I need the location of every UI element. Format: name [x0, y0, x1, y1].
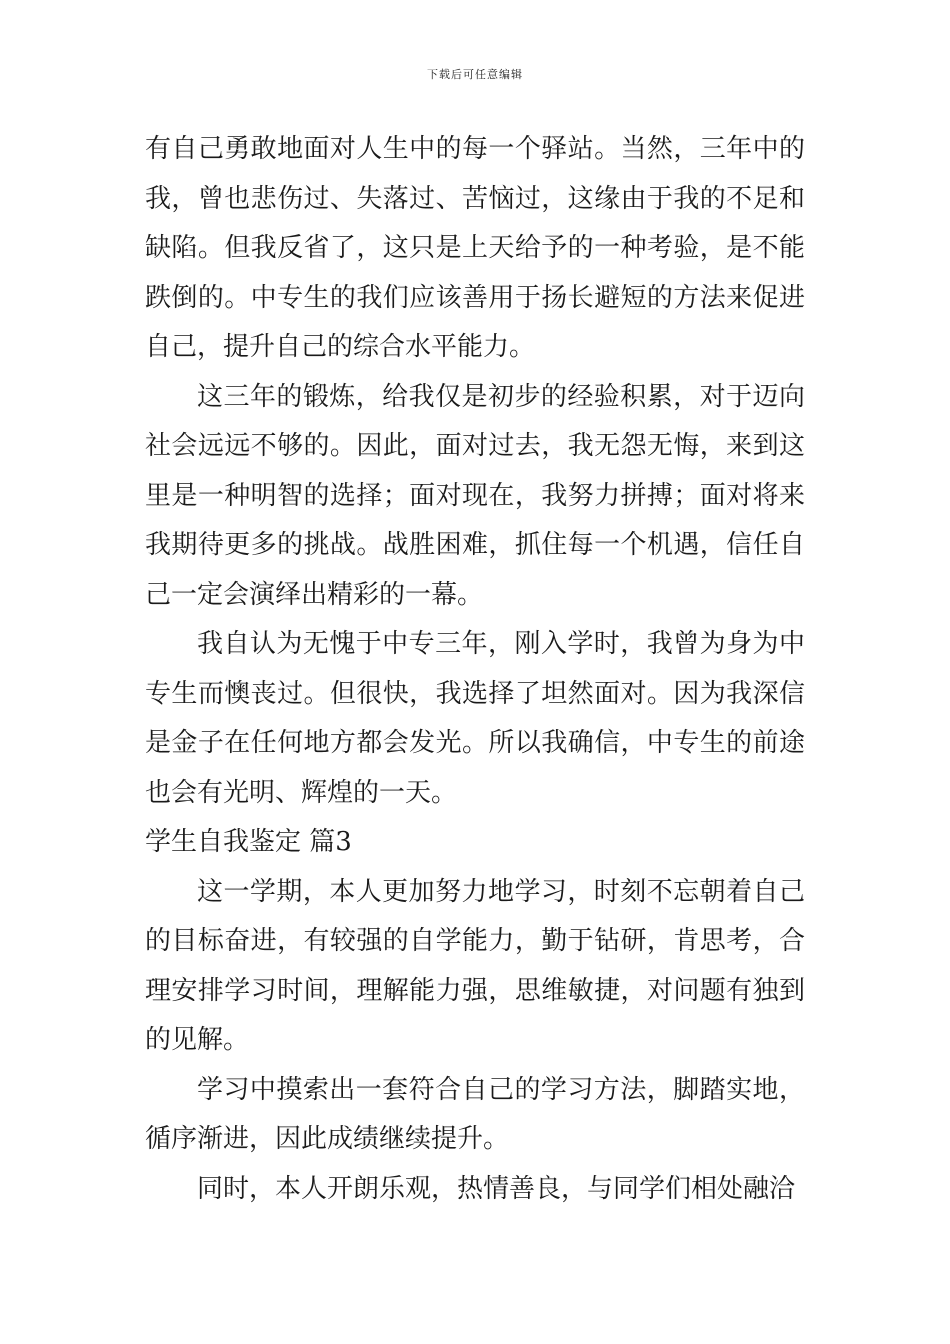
paragraph-training: 这三年的锻炼，给我仅是初步的经验积累，对于迈向社会远远不够的。因此，面对过去，我无怨无悔，来到这里是一种明智的选择；面对现在，我努力拼搏；面对将来我期待更多的挑战。战胜困难，抓住每一个机遇，信任自己一定会演绎出精彩的一幕。 [145, 381, 805, 610]
paragraph-confidence: 我自认为无愧于中专三年，刚入学时，我曾为身为中专生而懊丧过。但很快，我选择了坦然面对。因为我深信是金子在任何地方都会发光。所以我确信，中专生的前途也会有光明、辉煌的一天。 [145, 629, 805, 808]
paragraph-continuation: 有自己勇敢地面对人生中的每一个驿站。当然，三年中的我，曾也悲伤过、失落过、苦恼过，这缘由于我的不足和缺陷。但我反省了，这只是上天给予的一种考验，是不能跌倒的。中专生的我们应该善用于扬长避短的方法来促进自己，提升自己的综合水平能力。 [145, 134, 805, 362]
header-note: 下载后可任意编辑 [427, 68, 523, 81]
paragraph-semester: 这一学期，本人更加努力地学习，时刻不忘朝着自己的目标奋进，有较强的自学能力，勤于钻研，肯思考，合理安排学习时间，理解能力强，思维敏捷，对问题有独到的见解。 [145, 876, 805, 1055]
paragraph-study-method: 学习中摸索出一套符合自己的学习方法，脚踏实地，循序渐进，因此成绩继续提升。 [145, 1074, 805, 1154]
paragraph-personality: 同时，本人开朗乐观，热情善良，与同学们相处融洽 [197, 1173, 796, 1204]
document-body [145, 125, 805, 1214]
section-heading: 学生自我鉴定 篇3 [145, 827, 352, 857]
